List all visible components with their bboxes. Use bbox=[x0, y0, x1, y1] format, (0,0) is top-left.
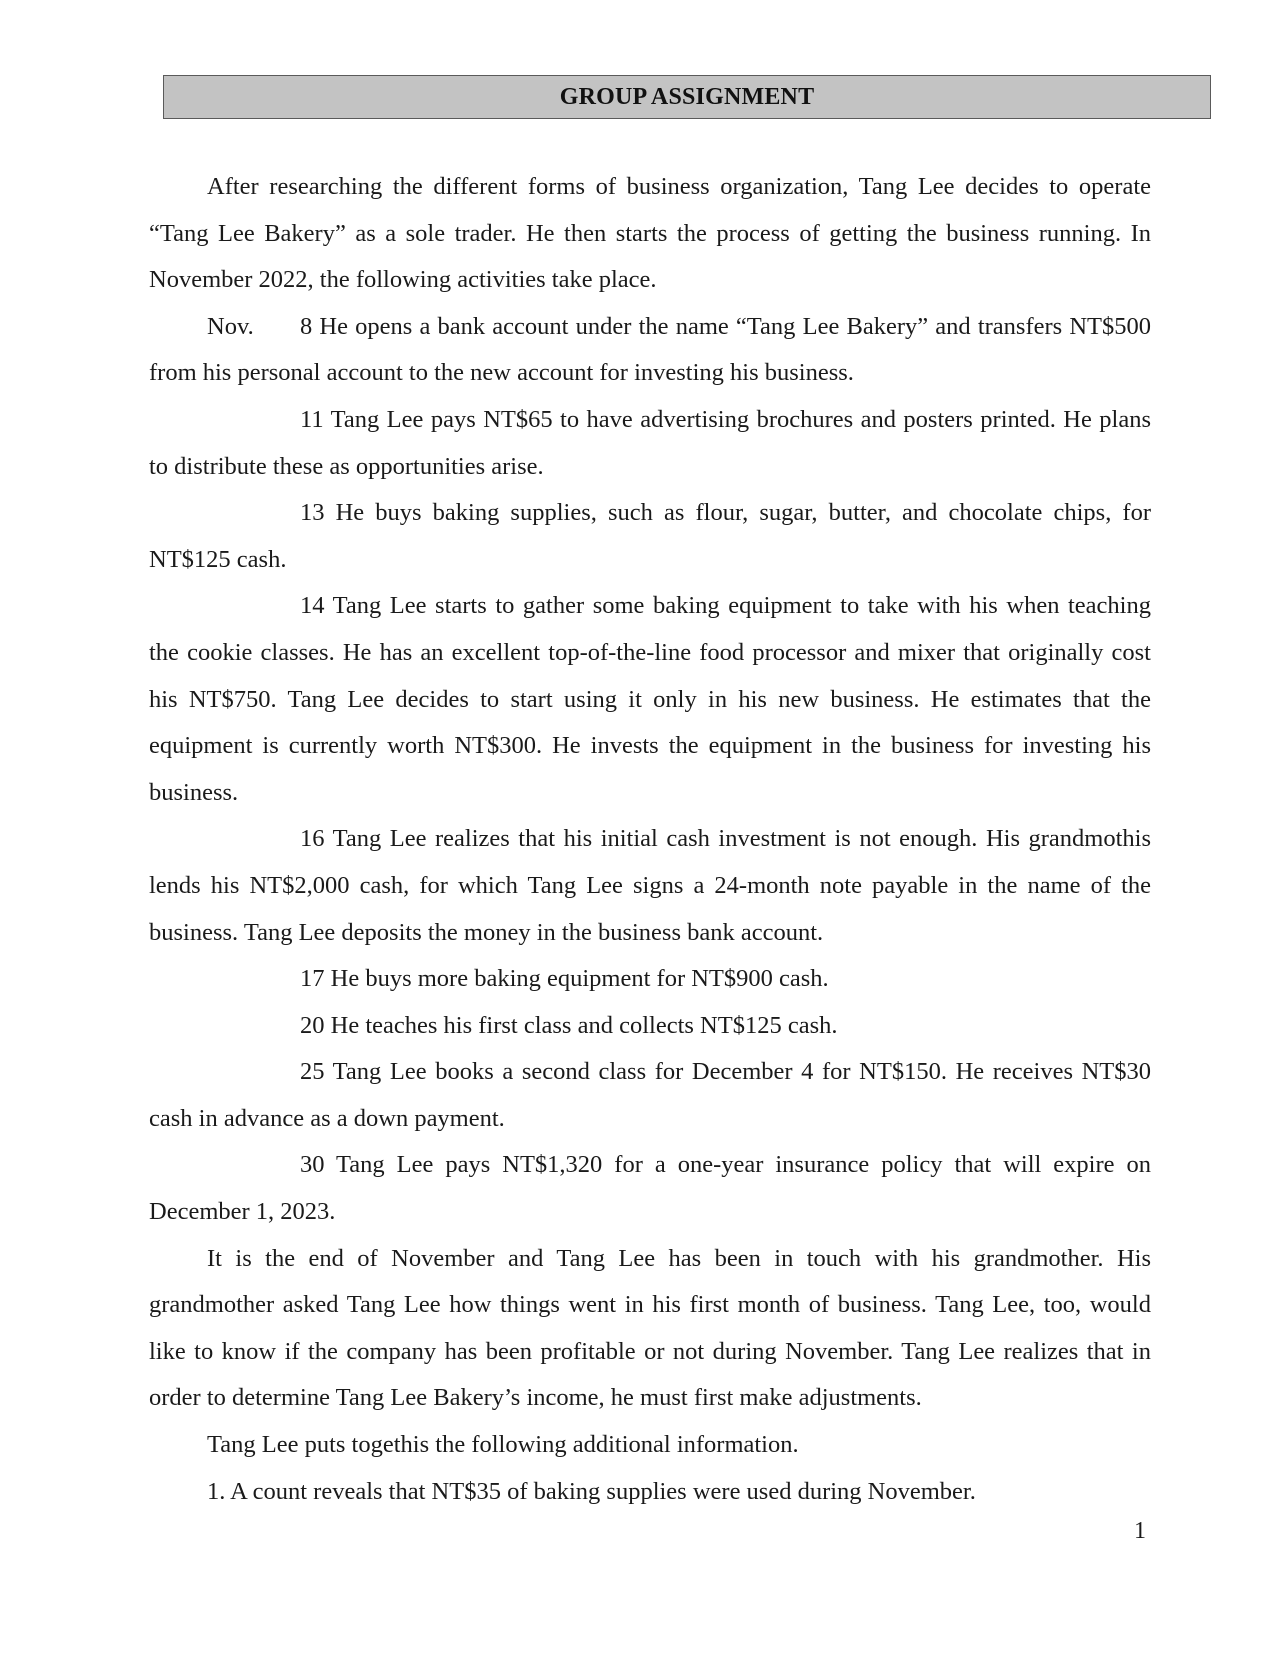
entry-paragraph-nov-14: 14 Tang Lee starts to gather some baking equipment to take with his when teaching the cookie classes. He has an excellent top-of-the-line food processor and mixer that originally cost his NT$750. Tang Lee decides to start using it only in his new business. He estimates that the equipment is currently worth NT$300. He invests the equipment in the business for investing his business. bbox=[149, 592, 1151, 806]
entry-paragraph-nov-16: 16 Tang Lee realizes that his initial cash investment is not enough. His grandmothis lends his NT$2,000 cash, for which Tang Lee signs a 24-month note payable in the name of the business. Tang Lee deposits the money in the business bank account. bbox=[149, 825, 1151, 946]
entry-text: 8 He opens a bank account under the name “Tang Lee Bakery” and transfers NT$500 from his personal account to the new account for investing his business. bbox=[149, 312, 1151, 387]
additional-item-1: 1. A count reveals that NT$35 of baking supplies were used during November. bbox=[207, 1477, 976, 1505]
intro-paragraph: After researching the different forms of business organization, Tang Lee decides to operate “Tang Lee Bakery” as a sole trader. He then starts the process of getting the business running. In November 2022, the following activities take place. bbox=[149, 173, 1151, 294]
closing-paragraph: It is the end of November and Tang Lee has been in touch with his grandmother. His grandmother asked Tang Lee how things went in his first month of business. Tang Lee, too, would like to know if the company has been profitable or not during November. Tang Lee realizes that in order to determine Tang Lee Bakery’s income, he must first make adjustments. bbox=[149, 1244, 1151, 1412]
additional-info-intro: Tang Lee puts togethis the following additional information. bbox=[207, 1431, 799, 1459]
entry-paragraph-nov-13: 13 He buys baking supplies, such as flour, sugar, butter, and chocolate chips, for NT$125 cash. bbox=[149, 499, 1151, 573]
entry-paragraph-nov-11: 11 Tang Lee pays NT$65 to have advertising brochures and posters printed. He plans to distribute these as opportunities arise. bbox=[149, 405, 1151, 480]
entry-paragraph-nov-25: 25 Tang Lee books a second class for December 4 for NT$150. He receives NT$30 cash in advance as a down payment. bbox=[149, 1058, 1151, 1132]
document-title: GROUP ASSIGNMENT bbox=[559, 83, 815, 110]
month-label: Nov. bbox=[207, 312, 254, 340]
document-body bbox=[149, 164, 1151, 1515]
entry-paragraph-nov-17: 17 He buys more baking equipment for NT$900 cash. bbox=[300, 965, 829, 993]
entry-paragraph-nov-8 bbox=[149, 304, 1151, 397]
entry-paragraph-nov-20: 20 He teaches his first class and collects NT$125 cash. bbox=[300, 1011, 838, 1039]
page-number: 1 bbox=[1134, 1518, 1146, 1544]
entry-paragraph-nov-30: 30 Tang Lee pays NT$1,320 for a one-year insurance policy that will expire on December 1, 2023. bbox=[149, 1151, 1151, 1226]
title-box bbox=[163, 75, 1211, 119]
